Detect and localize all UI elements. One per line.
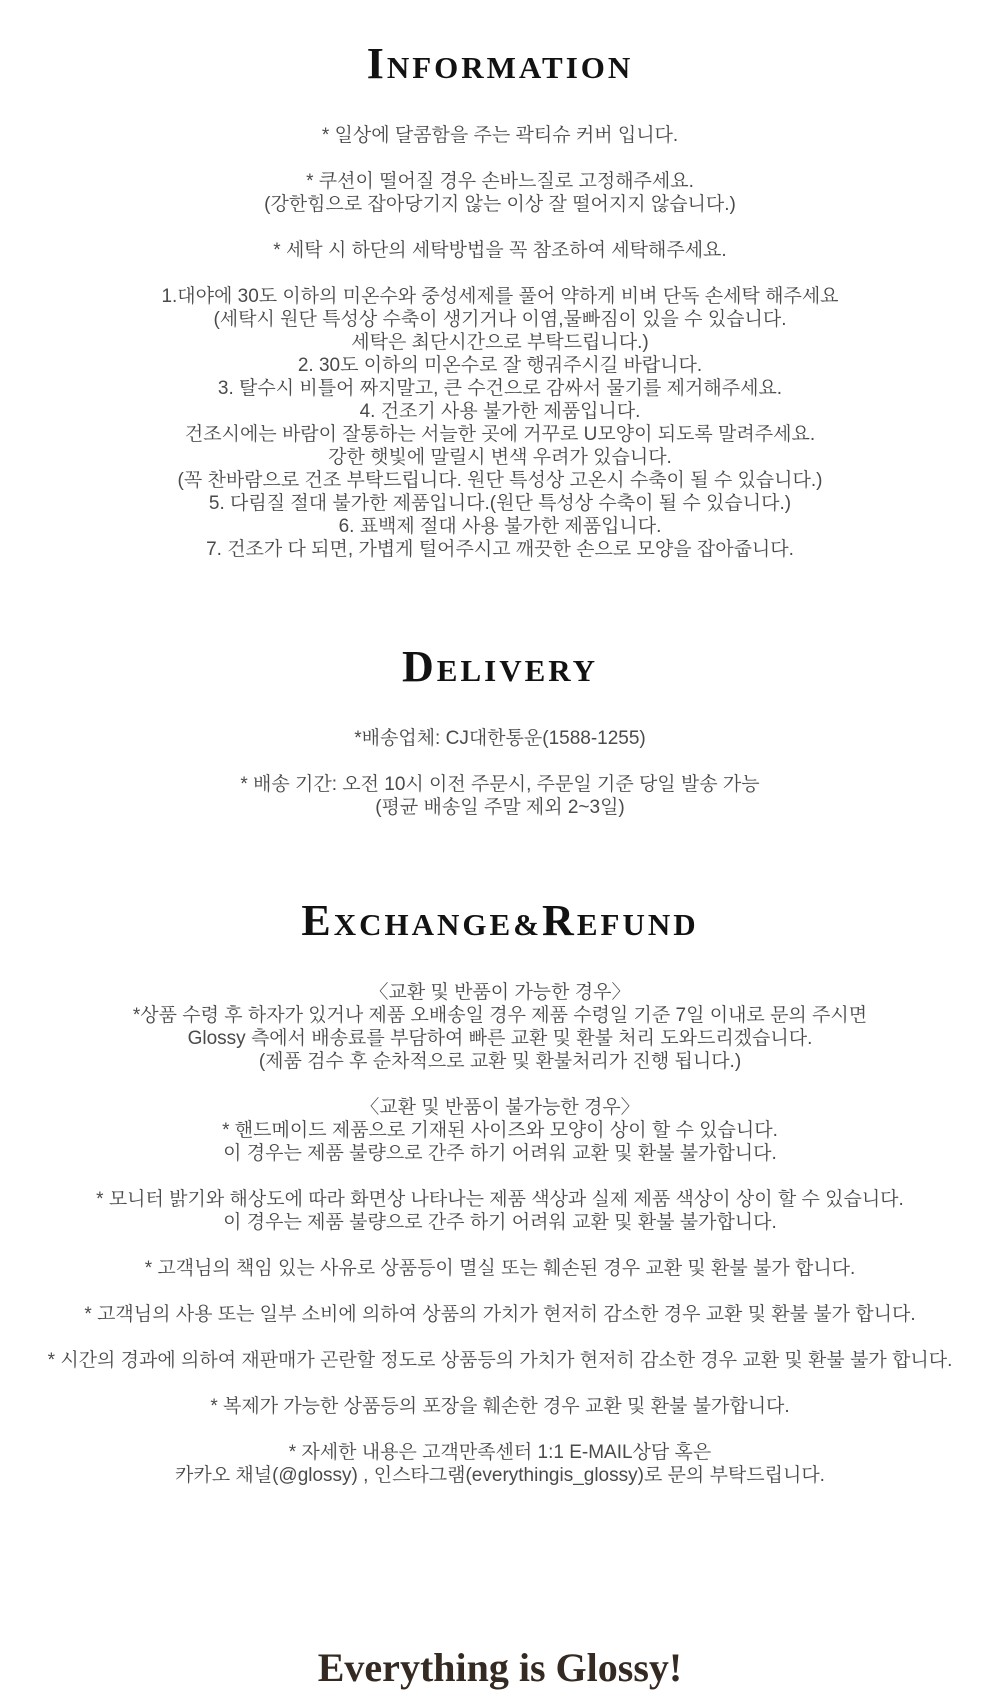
text-line: * 핸드메이드 제품으로 기재된 사이즈와 모양이 상이 할 수 있습니다.: [222, 1120, 778, 1141]
text-line: * 배송 기간: 오전 10시 이전 주문시, 주문일 기준 당일 발송 가능: [240, 774, 760, 795]
text-line: Glossy 측에서 배송료를 부담하여 빠른 교환 및 환불 처리 도와드리겠습니다.: [187, 1028, 813, 1049]
delivery-title: DELIVERY: [401, 642, 598, 691]
text-line: * 고객님의 사용 또는 일부 소비에 의하여 상품의 가치가 현저히 감소한 경우 교환 및 환불 불가 합니다.: [84, 1304, 916, 1325]
delivery-text: [10, 727, 990, 819]
text-line: 〈교환 및 반품이 불가능한 경우〉: [360, 1097, 640, 1118]
text-line: (세탁시 원단 특성상 수축이 생기거나 이염,물빠짐이 있을 수 있습니다.: [213, 309, 787, 330]
text-line: 6. 표백제 절대 사용 불가한 제품입니다.: [338, 516, 662, 537]
text-line: * 시간의 경과에 의하여 재판매가 곤란할 정도로 상품등의 가치가 현저히 감소한 경우 교환 및 환불 불가 합니다.: [47, 1350, 953, 1371]
text-line: * 일상에 달콤함을 주는 곽티슈 커버 입니다.: [321, 125, 679, 146]
information-title: INFORMATION: [366, 39, 634, 88]
section-delivery: [0, 642, 1000, 819]
text-line: * 모니터 밝기와 해상도에 따라 화면상 나타나는 제품 색상과 실제 제품 색상이 상이 할 수 있습니다.: [96, 1189, 904, 1210]
text-line: 7. 건조가 다 되면, 가볍게 털어주시고 깨끗한 손으로 모양을 잡아줍니다.: [206, 539, 794, 560]
exchange-refund-text: [10, 981, 990, 1487]
text-line: 카카오 채널(@glossy) , 인스타그램(everythingis_glossy)로 문의 부탁드립니다.: [175, 1465, 825, 1486]
text-block: [10, 727, 990, 750]
text-block: [10, 1096, 990, 1165]
text-line: 건조시에는 바람이 잘통하는 서늘한 곳에 거꾸로 U모양이 되도록 말려주세요.: [184, 424, 816, 445]
text-line: 이 경우는 제품 불량으로 간주 하기 어려워 교환 및 환불 불가합니다.: [223, 1212, 777, 1233]
text-line: * 쿠션이 떨어질 경우 손바느질로 고정해주세요.: [306, 171, 694, 192]
section-information: [0, 0, 1000, 561]
text-block: [10, 1188, 990, 1234]
text-line: 3. 탈수시 비틀어 짜지말고, 큰 수건으로 감싸서 물기를 제거해주세요.: [217, 378, 783, 399]
exchange-refund-title: EXCHANGE&REFUND: [301, 896, 699, 945]
text-line: *상품 수령 후 하자가 있거나 제품 오배송일 경우 제품 수령일 기준 7일 이내로 문의 주시면: [132, 1005, 868, 1026]
text-line: 〈교환 및 반품이 가능한 경우〉: [369, 982, 631, 1003]
text-line: 2. 30도 이하의 미온수로 잘 행궈주시길 바랍니다.: [297, 355, 703, 376]
text-line: 5. 다림질 절대 불가한 제품입니다.(원단 특성상 수축이 될 수 있습니다.): [208, 493, 792, 514]
text-block: [10, 773, 990, 819]
text-block: [10, 285, 990, 561]
text-line: (평균 배송일 주말 제외 2~3일): [375, 797, 625, 818]
information-text: [10, 124, 990, 561]
text-line: (강한힘으로 잡아당기지 않는 이상 잘 떨어지지 않습니다.): [264, 194, 736, 215]
text-line: * 복제가 가능한 상품등의 포장을 훼손한 경우 교환 및 환불 불가합니다.: [210, 1396, 790, 1417]
text-block: [10, 124, 990, 147]
text-line: (제품 검수 후 순차적으로 교환 및 환불처리가 진행 됩니다.): [258, 1051, 742, 1072]
text-line: * 세탁 시 하단의 세탁방법을 꼭 참조하여 세탁해주세요.: [273, 240, 727, 261]
text-block: [10, 1441, 990, 1487]
text-line: 4. 건조기 사용 불가한 제품입니다.: [359, 401, 641, 422]
text-block: [10, 1349, 990, 1372]
text-line: (꼭 찬바람으로 건조 부탁드립니다. 원단 특성상 고온시 수축이 될 수 있습니다.): [177, 470, 823, 491]
text-line: 1.대야에 30도 이하의 미온수와 중성세제를 풀어 약하게 비벼 단독 손세탁 해주세요: [161, 286, 839, 307]
text-block: [10, 1303, 990, 1326]
text-block: [10, 981, 990, 1073]
text-block: [10, 1395, 990, 1418]
text-line: *배송업체: CJ대한통운(1588-1255): [354, 728, 646, 749]
text-line: 이 경우는 제품 불량으로 간주 하기 어려워 교환 및 환불 불가합니다.: [223, 1143, 777, 1164]
text-line: 세탁은 최단시간으로 부탁드립니다.): [351, 332, 649, 353]
text-line: 강한 햇빛에 말릴시 변색 우려가 있습니다.: [328, 447, 672, 468]
brand-slogan: Everything is Glossy!: [317, 1645, 683, 1690]
text-block: [10, 170, 990, 216]
text-block: [10, 239, 990, 262]
section-exchange-refund: [0, 896, 1000, 1487]
text-line: * 고객님의 책임 있는 사유로 상품등이 멸실 또는 훼손된 경우 교환 및 환불 불가 합니다.: [144, 1258, 856, 1279]
text-line: * 자세한 내용은 고객만족센터 1:1 E-MAIL상담 혹은: [288, 1442, 712, 1463]
text-block: [10, 1257, 990, 1280]
